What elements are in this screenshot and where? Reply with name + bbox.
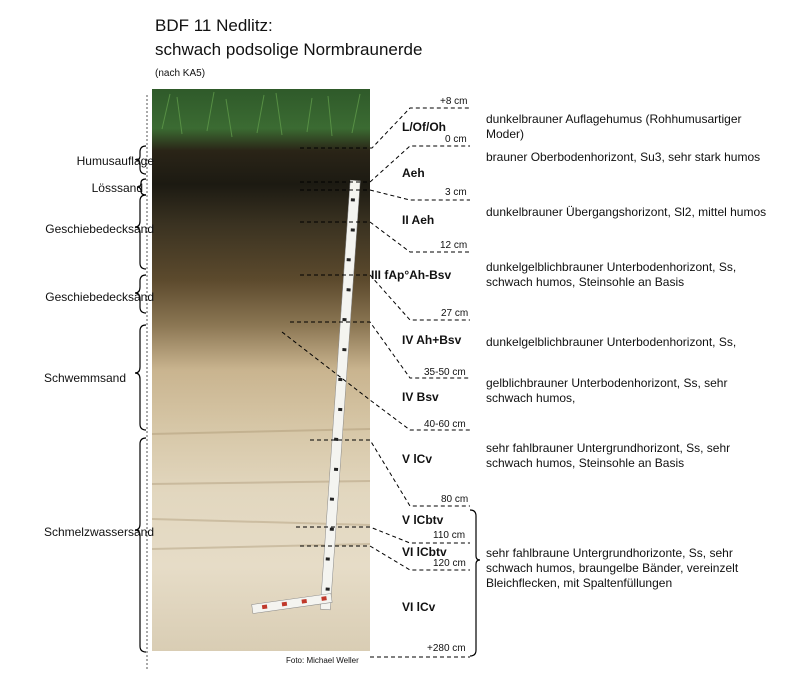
substrate-label-geschiebedecksand-1: Geschiebedecksand: [45, 222, 154, 236]
substrate-label-geschiebedecksand-2: Geschiebedecksand: [45, 290, 154, 304]
horizon-description: gelblichbrauner Unterbodenhorizont, Ss, sehr schwach humos,: [486, 376, 728, 405]
horizon-description: dunkelgelblichbrauner Unterbodenhorizont, Ss, schwach humos, Steinsohle an Basis: [486, 260, 737, 289]
page-title: BDF 11 Nedlitz:: [155, 16, 273, 35]
depth-label: 35-50 cm: [424, 367, 466, 378]
substrate-label-schwemmsand: Schwemmsand: [43, 371, 126, 385]
depth-label: 40-60 cm: [424, 419, 466, 430]
horizon-description: dunkelgelblichbrauner Unterbodenhorizont, Ss,: [486, 335, 737, 349]
depth-label: 3 cm: [445, 187, 467, 198]
horizon-description: dunkelbrauner Auflagehumus (Rohhumusartiger Moder): [486, 112, 742, 141]
depth-label: 27 cm: [441, 308, 469, 319]
depth-label: +8 cm: [440, 96, 468, 107]
depth-label: 80 cm: [441, 494, 469, 505]
horizon-description: brauner Oberbodenhorizont, Su3, sehr stark humos: [486, 150, 761, 164]
horizon-label: VI lCbtv: [402, 545, 447, 559]
page-subtitle: schwach podsolige Normbraunerde: [155, 40, 423, 59]
depth-label: 0 cm: [445, 134, 467, 145]
horizon-label: V lCv: [402, 452, 433, 466]
horizon-description: dunkelbrauner Übergangshorizont, Sl2, mittel humos: [486, 205, 767, 219]
horizon-label: IV Bsv: [402, 390, 439, 404]
horizon-description: sehr fahlbrauner Untergrundhorizont, Ss, sehr schwach humos, Steinsohle an Basis: [486, 441, 731, 470]
depth-label: 12 cm: [440, 240, 468, 251]
depth-label: 120 cm: [433, 558, 466, 569]
horizon-label: L/Of/Oh: [402, 120, 446, 134]
horizon-label: V lCbtv: [402, 513, 444, 527]
substrate-label-humusauflage: Humusauflage: [76, 154, 154, 168]
source-note: (nach KA5): [155, 68, 206, 79]
horizon-label: III fAp°Ah-Bsv: [371, 268, 452, 282]
horizon-description: sehr fahlbraune Untergrundhorizonte, Ss, sehr schwach humos, braungelbe Bänder, vereinzelt Bleichflecken, mit Spaltenfüllungen: [486, 546, 739, 590]
photo-credit: Foto: Michael Weller: [286, 656, 359, 665]
depth-label: 110 cm: [433, 530, 466, 541]
horizon-label: VI lCv: [402, 600, 436, 614]
substrate-label-schmelzwassersand: Schmelzwassersand: [43, 525, 154, 539]
substrate-label-loesssand: Lösssand: [91, 181, 143, 195]
horizon-label: Aeh: [402, 166, 425, 180]
depth-label: +280 cm: [427, 643, 466, 654]
horizon-label: IV Ah+Bsv: [402, 333, 462, 347]
horizon-label: II Aeh: [402, 213, 435, 227]
